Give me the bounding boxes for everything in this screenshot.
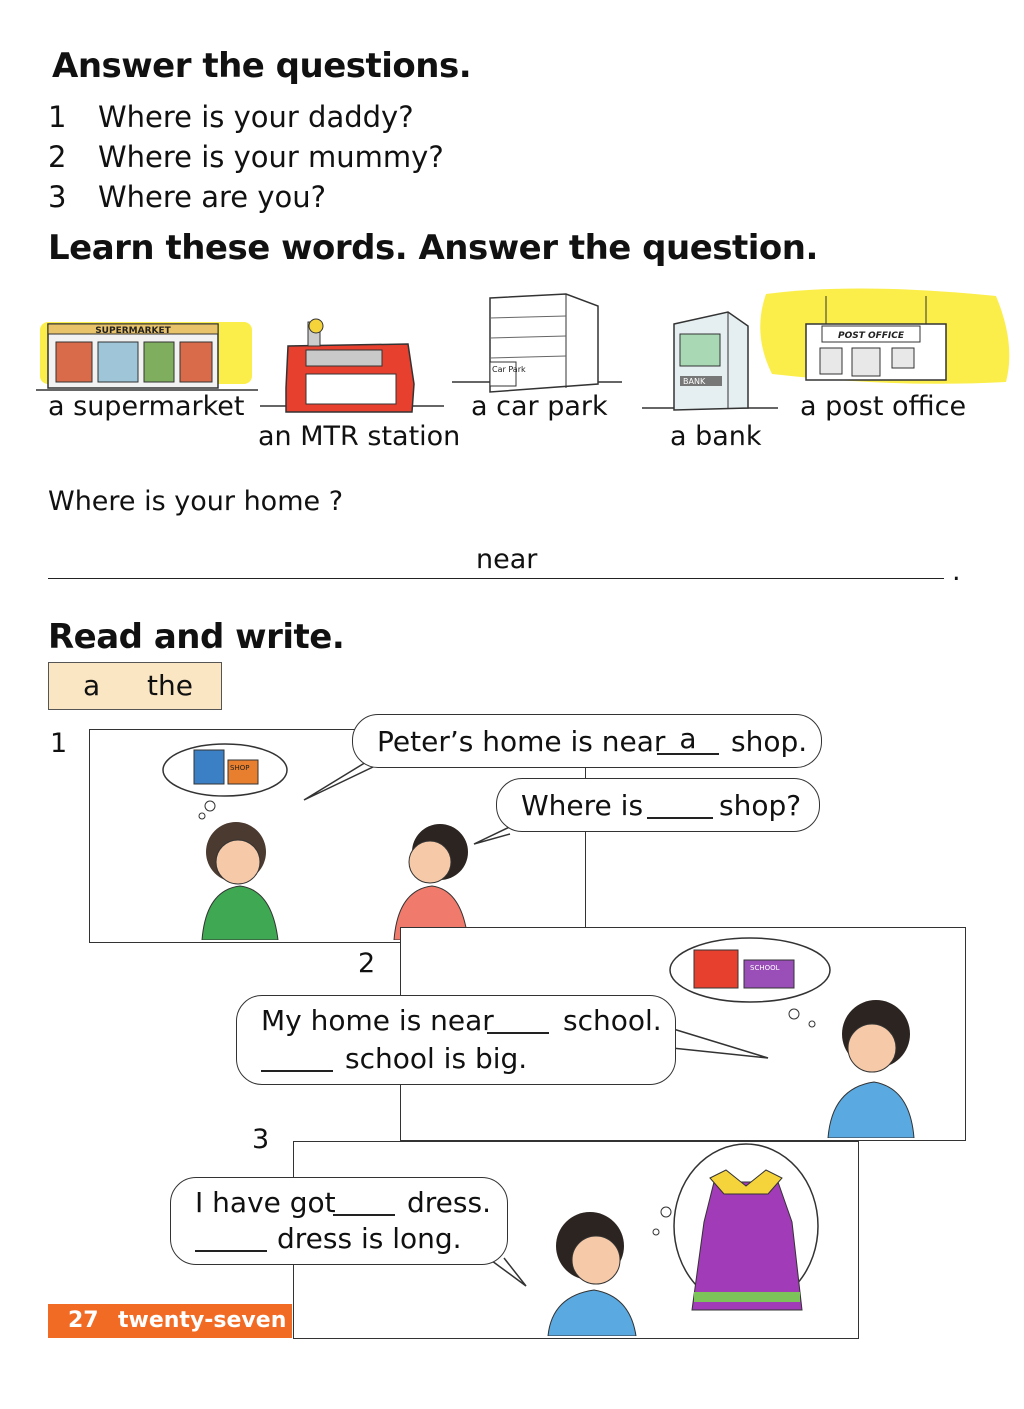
bubble-text-pre: I have got [195, 1186, 336, 1219]
speech-bubble-1b [496, 778, 820, 832]
heading-read-write: Read and write. [48, 617, 345, 657]
blank-input[interactable] [261, 1070, 333, 1072]
bubble-text-pre: My home is near [261, 1004, 494, 1037]
bubble-text-post: school is big. [345, 1042, 528, 1075]
question-text: Where is your daddy? [98, 100, 414, 134]
word-car-park: a car park [471, 391, 608, 422]
home-question: Where is your home ? [48, 486, 344, 517]
question-3 [48, 180, 548, 216]
bubble-text-post: school. [563, 1004, 662, 1037]
blank-input[interactable] [333, 1214, 395, 1216]
word-box-the: the [147, 669, 193, 702]
heading-answer-questions: Answer the questions. [52, 46, 472, 86]
word-supermarket: a supermarket [48, 391, 245, 422]
shop-sign: SHOP [230, 764, 250, 772]
item-number-1: 1 [50, 728, 68, 759]
post-office-sign: POST OFFICE [837, 331, 905, 341]
bank-illustration [642, 312, 778, 410]
supermarket-illustration [36, 322, 258, 390]
bubble-text-pre: Where is [521, 789, 644, 822]
item-number-3: 3 [252, 1124, 270, 1155]
blank-input[interactable] [195, 1250, 267, 1252]
question-2 [48, 140, 548, 176]
word-box-a: a [83, 669, 101, 702]
question-text: Where is your mummy? [98, 140, 444, 174]
word-box [48, 662, 222, 710]
car-park-illustration [452, 294, 622, 392]
bubble-text-post: dress. [407, 1186, 491, 1219]
speech-bubble-2 [236, 995, 676, 1085]
speech-tail-2 [668, 1012, 778, 1072]
bubble-text-pre: Peter’s home is near [377, 725, 666, 758]
car-park-sign: Car Park [492, 365, 526, 374]
question-1 [48, 100, 548, 136]
item-number-2: 2 [358, 948, 376, 979]
answer-period: . [952, 556, 961, 587]
page-number-words: twenty-seven [118, 1308, 287, 1333]
speech-bubble-1a [352, 714, 822, 768]
question-text: Where are you? [98, 180, 327, 214]
answer-line[interactable] [48, 578, 944, 579]
speech-bubble-3 [170, 1177, 508, 1265]
page-number: 27 [68, 1308, 99, 1333]
blank-input[interactable] [487, 1032, 549, 1034]
panel-3-illustration [520, 1142, 856, 1336]
answer-near: near [476, 544, 538, 575]
heading-learn-words: Learn these words. Answer the question. [48, 228, 818, 268]
word-post-office: a post office [800, 391, 967, 422]
bubble-text-post: dress is long. [277, 1222, 462, 1255]
school-sign: SCHOOL [750, 964, 780, 972]
supermarket-sign: SUPERMARKET [95, 326, 171, 336]
word-mtr-station: an MTR station [258, 421, 461, 452]
question-number: 2 [48, 140, 67, 174]
question-number: 3 [48, 180, 67, 214]
post-office-illustration [760, 288, 1009, 383]
bubble-text-post: shop? [719, 789, 802, 822]
question-number: 1 [48, 100, 67, 134]
blank-filled[interactable]: a [657, 725, 719, 755]
mtr-station-illustration [260, 319, 444, 412]
word-bank: a bank [670, 421, 762, 452]
page-footer [48, 1304, 292, 1338]
blank-input[interactable] [647, 817, 713, 819]
bank-sign: BANK [683, 377, 706, 386]
bubble-text-post: shop. [731, 725, 808, 758]
